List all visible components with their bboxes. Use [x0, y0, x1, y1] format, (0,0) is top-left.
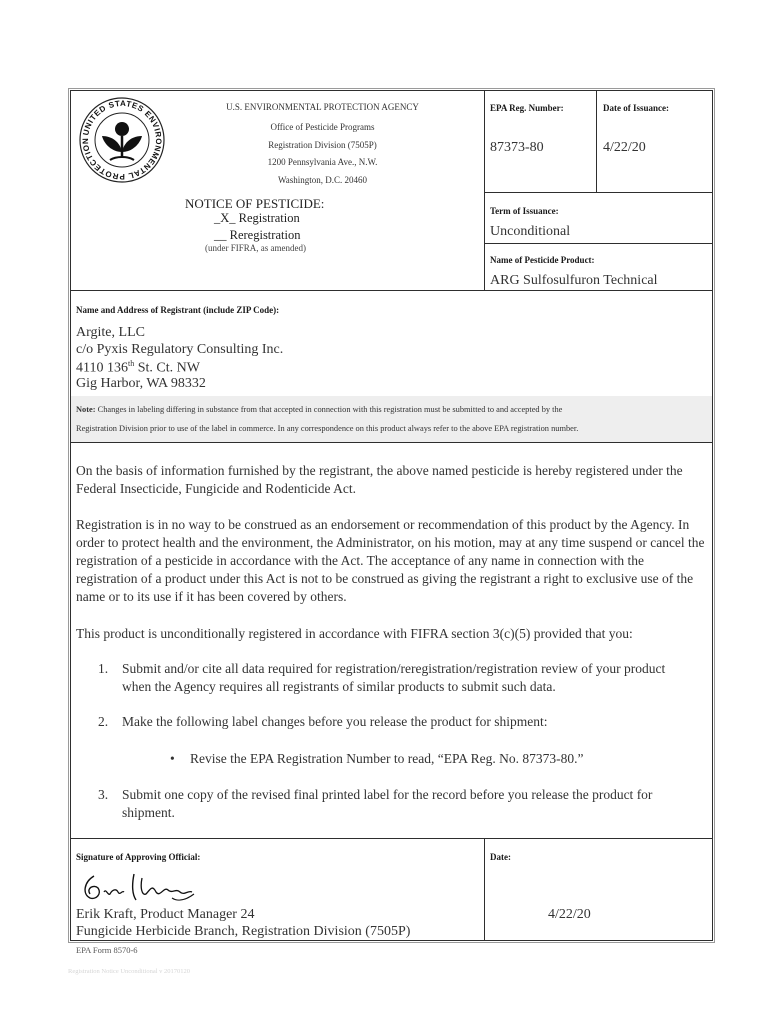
issuance-date-label: Date of Issuance:	[603, 103, 669, 113]
list-number-2: 2.	[98, 714, 109, 729]
product-value: ARG Sulfosulfuron Technical	[490, 273, 658, 288]
regnum-date-divider	[596, 90, 597, 192]
note-bottom-line	[71, 442, 713, 443]
body-para-3: This product is unconditionally registered in accordance with FIFRA section 3(c)(5) provided that you:	[76, 626, 633, 641]
faint-version-text: Registration Notice Unconditional v 20170120	[68, 968, 191, 975]
list-number-3: 3.	[98, 787, 109, 802]
signature-divider	[484, 838, 485, 941]
form-number: EPA Form 8570-6	[76, 945, 138, 955]
street-name: St. Ct. NW	[134, 360, 200, 376]
term-label: Term of Issuance:	[490, 206, 559, 216]
registrant-street	[76, 359, 200, 377]
sign-date-label: Date:	[490, 852, 511, 862]
product-label: Name of Pesticide Product:	[490, 255, 595, 265]
reg-number-label: EPA Reg. Number:	[490, 103, 564, 113]
list-item-1: Submit and/or cite all data required for registration/reregistration/registration review of your product when the Agency requires all registrants of similar products to submit such data.	[122, 661, 666, 694]
list-bullet-1: Revise the EPA Registration Number to read, “EPA Reg. No. 87373-80.”	[190, 751, 584, 766]
agency-name: U.S. ENVIRONMENTAL PROTECTION AGENCY	[226, 102, 419, 112]
registrant-label: Name and Address of Registrant (include ZIP Code):	[76, 305, 280, 315]
bullet-dot: •	[170, 751, 175, 766]
note-bar	[71, 396, 712, 442]
term-value: Unconditional	[490, 224, 571, 239]
notice-title: NOTICE OF PESTICIDE:	[185, 196, 325, 211]
handwritten-signature	[76, 868, 216, 908]
list-number-1: 1.	[98, 661, 109, 676]
body-bottom-line	[71, 838, 713, 839]
term-bottom-line	[484, 243, 713, 244]
signature-icon	[76, 868, 216, 908]
note-line-2: Registration Division prior to use of the label in commerce. In any correspondence on this product always refer to the above EPA registration number.	[76, 424, 579, 433]
reg-number-value: 87373-80	[490, 140, 544, 155]
agency-address: 1200 Pennsylvania Ave., N.W.	[267, 157, 378, 167]
regnum-bottom-line	[484, 192, 713, 193]
header-divider	[484, 90, 485, 290]
signature-label: Signature of Approving Official:	[76, 852, 201, 862]
note-label: Note:	[76, 405, 96, 414]
agency-city: Washington, D.C. 20460	[277, 175, 368, 185]
street-ordinal: th	[127, 359, 135, 368]
note-line-1	[76, 405, 562, 414]
notice-reregistration: __ Reregistration	[214, 228, 301, 242]
body-para-1: On the basis of information furnished by the registrant, the above named pesticide is hereby registered under the Federal Insecticide, Fungicide and Rodenticide Act.	[76, 463, 683, 496]
registrant-name: Argite, LLC	[76, 325, 145, 340]
registrant-city: Gig Harbor, WA 98332	[76, 376, 206, 391]
list-item-3: Submit one copy of the revised final printed label for the record before you release the product for shipment.	[122, 787, 653, 820]
street-number: 4110 136	[76, 360, 128, 376]
notice-under-fifra: (under FIFRA, as amended)	[205, 243, 306, 253]
header-bottom-line	[71, 290, 713, 291]
sign-date-value: 4/22/20	[548, 907, 591, 922]
body-para-2: Registration is in no way to be construed as an endorsement or recommendation of this product by the Agency. In order to protect health and the environment, the Administrator, on his motion, may at any time suspend or cancel the registration of a pesticide in accordance with the Act. The acceptance of any name in connection with the registration of a product under this Act is not to be construed as giving the registrant a right to exclusive use of the name or to its use if it has been covered by others.	[76, 517, 705, 604]
list-item-2: Make the following label changes before you release the product for shipment:	[122, 714, 548, 729]
registrant-care-of: c/o Pyxis Regulatory Consulting Inc.	[76, 342, 284, 357]
seal-text: UNITED STATES ENVIRONMENTAL PROTECTION	[80, 98, 164, 182]
notice-registration: _X_ Registration	[214, 211, 300, 225]
note-text-1: Changes in labeling differing in substance from that accepted in connection with this registration must be submitted to and accepted by the	[95, 405, 563, 414]
signer-branch: Fungicide Herbicide Branch, Registration Division (7505P)	[76, 924, 411, 939]
issuance-date-value: 4/22/20	[603, 140, 646, 155]
agency-office: Office of Pesticide Programs	[270, 122, 375, 132]
agency-division: Registration Division (7505P)	[268, 140, 377, 150]
signer-name: Erik Kraft, Product Manager 24	[76, 907, 255, 922]
